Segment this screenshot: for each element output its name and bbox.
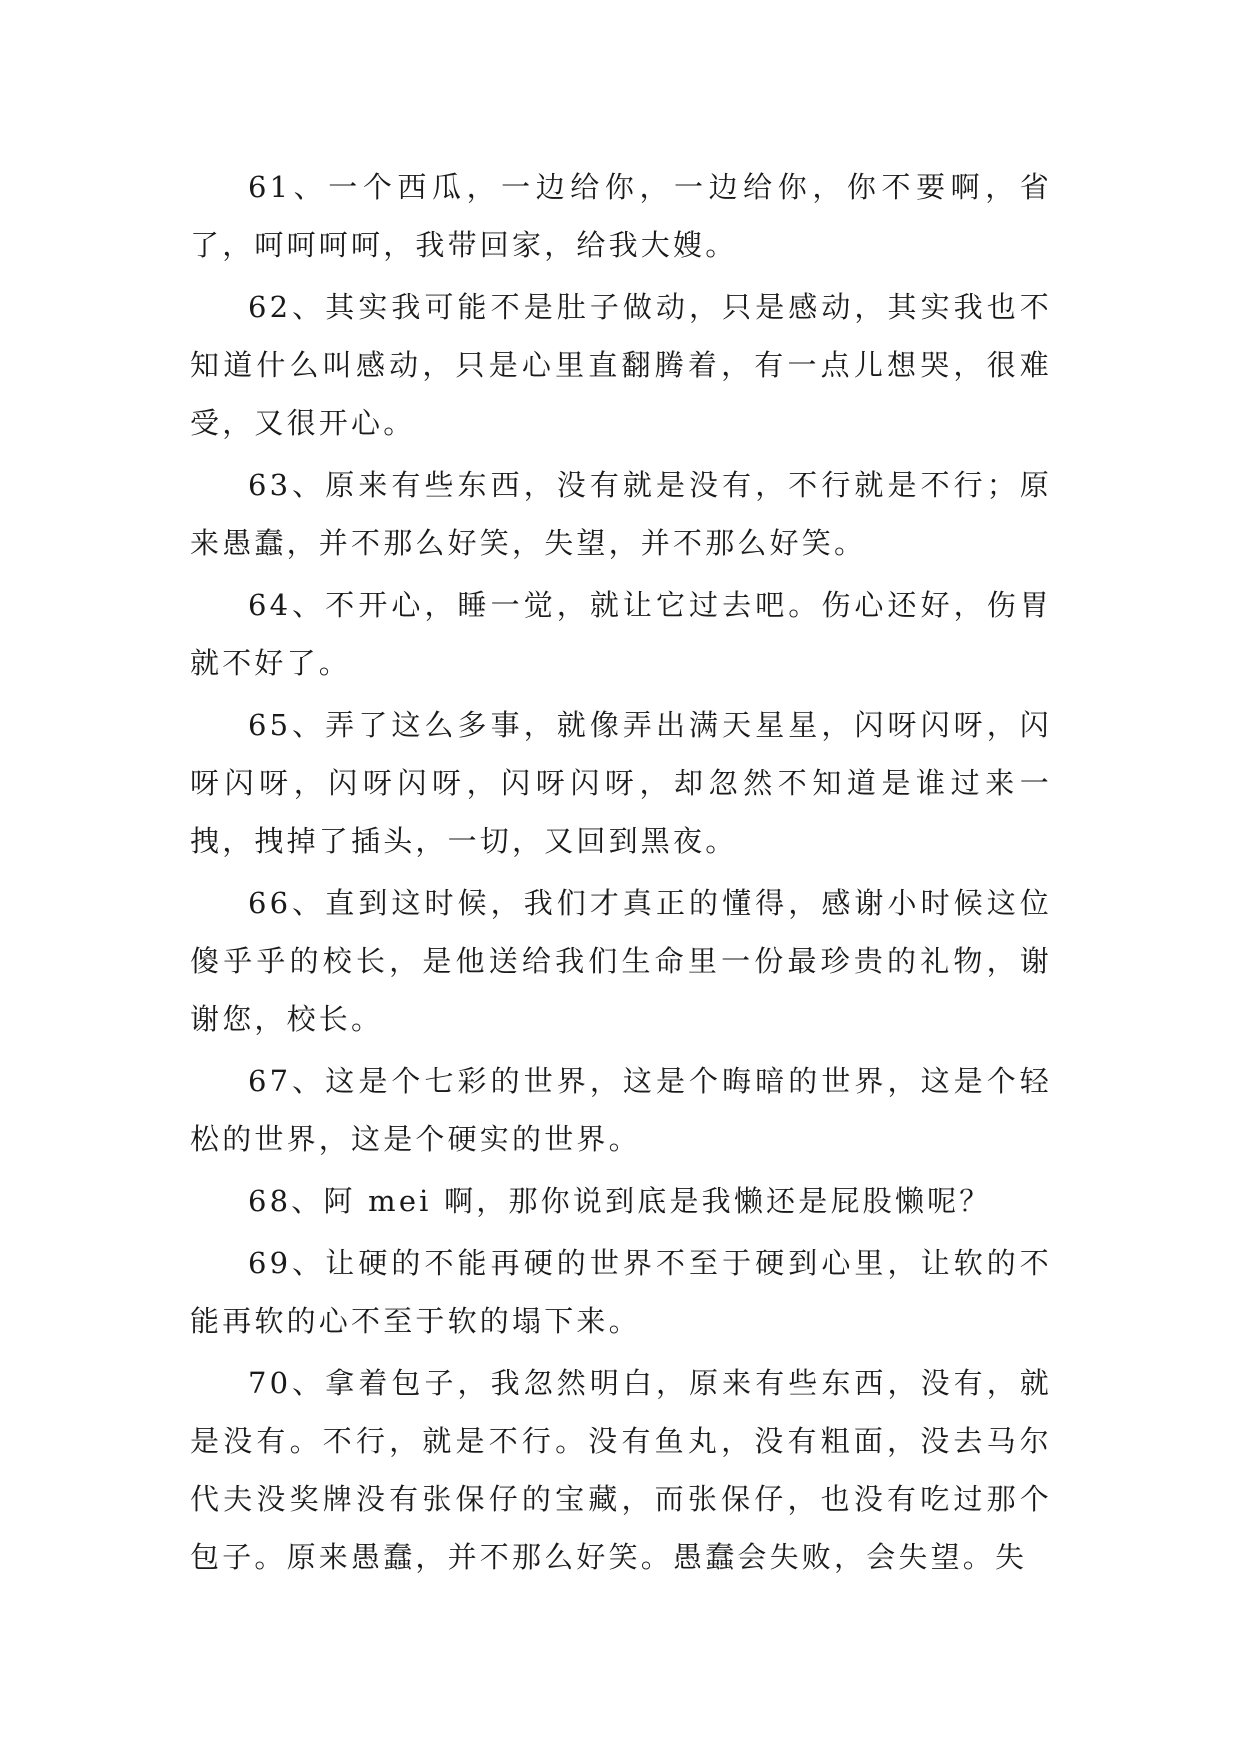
paragraph-63: 63、原来有些东西，没有就是没有，不行就是不行；原来愚蠢，并不那么好笑，失望，并不那么好笑。 <box>190 468 1052 560</box>
paragraph-65: 65、弄了这么多事，就像弄出满天星星，闪呀闪呀，闪呀闪呀，闪呀闪呀，闪呀闪呀，却忽然不知道是谁过来一拽，拽掉了插头，一切，又回到黑夜。 <box>190 708 1052 858</box>
paragraph-62: 62、其实我可能不是肚子做动，只是感动，其实我也不知道什么叫感动，只是心里直翻腾着，有一点儿想哭，很难受，又很开心。 <box>190 290 1052 440</box>
paragraph-70: 70、拿着包子，我忽然明白，原来有些东西，没有，就是没有。不行，就是不行。没有鱼丸，没有粗面，没去马尔代夫没奖牌没有张保仔的宝藏，而张保仔，也没有吃过那个包子。原来愚蠢，并不那么好笑。愚蠢会失败，会失望。失 <box>190 1366 1052 1574</box>
paragraph-68: 68、阿 mei 啊，那你说到底是我懒还是屁股懒呢？ <box>248 1184 992 1218</box>
paragraph-69: 69、让硬的不能再硬的世界不至于硬到心里，让软的不能再软的心不至于软的塌下来。 <box>190 1246 1052 1338</box>
paragraph-64: 64、不开心，睡一觉，就让它过去吧。伤心还好，伤胃就不好了。 <box>190 588 1052 680</box>
paragraph-66: 66、直到这时候，我们才真正的懂得，感谢小时候这位傻乎乎的校长，是他送给我们生命里一份最珍贵的礼物，谢谢您，校长。 <box>190 886 1052 1036</box>
paragraph-61: 61、一个西瓜，一边给你，一边给你，你不要啊，省了，呵呵呵呵，我带回家，给我大嫂。 <box>190 170 1052 262</box>
document-body <box>190 158 1052 1590</box>
paragraph-67: 67、这是个七彩的世界，这是个晦暗的世界，这是个轻松的世界，这是个硬实的世界。 <box>190 1064 1052 1156</box>
